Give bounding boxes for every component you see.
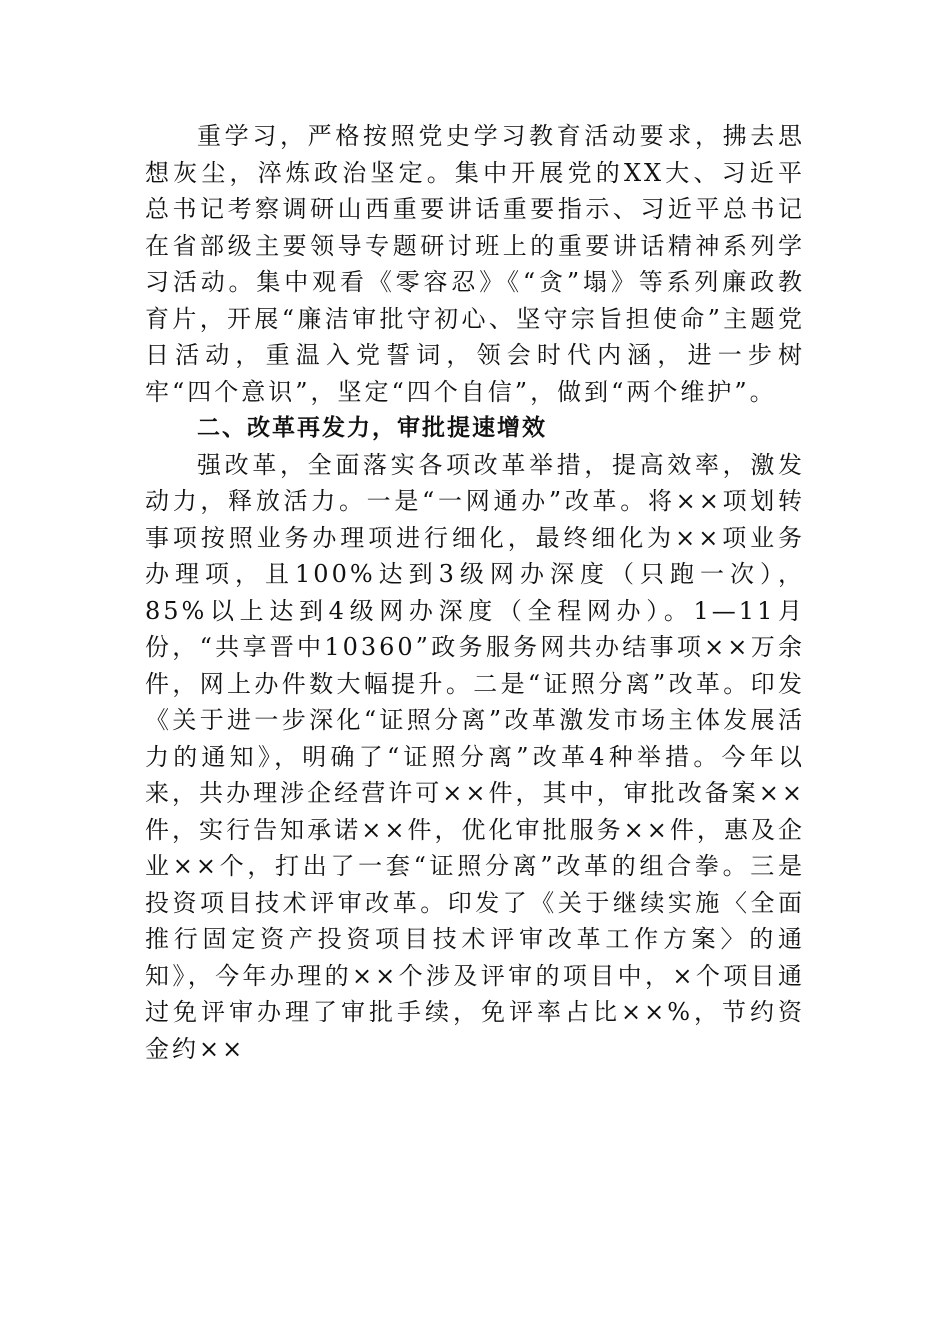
document-page <box>145 118 805 1067</box>
section-heading: 二、改革再发力，审批提速增效 <box>197 415 547 441</box>
body-paragraph: 重学习，严格按照党史学习教育活动要求，拂去思想灰尘，淬炼政治坚定。集中开展党的XX大、习近平总书记考察调研山西重要讲话重要指示、习近平总书记在省部级主要领导专题研讨班上的重要讲话精神系列学习活动。集中观看《零容忍》《“贪”塌》等系列廉政教育片，开展“廉洁审批守初心、坚守宗旨担使命”主题党日活动，重温入党誓词，领会时代内涵，进一步树牢“四个意识”，坚定“四个自信”，做到“两个维护”。 <box>145 122 805 406</box>
body-paragraph: 强改革，全面落实各项改革举措，提高效率，激发动力，释放活力。一是“一网通办”改革。将××项划转事项按照业务办理项进行细化，最终细化为××项业务办理项，且100%达到3级网办深度（只跑一次），85%以上达到4级网办深度（全程网办）。1—11月份，“共享晋中10360”政务服务网共办结事项××万余件，网上办件数大幅提升。二是“证照分离”改革。印发《关于进一步深化“证照分离”改革激发市场主体发展活力的通知》，明确了“证照分离”改革4种举措。今年以来，共办理涉企经营许可××件，其中，审批改备案××件，实行告知承诺××件，优化审批服务××件，惠及企业××个，打出了一套“证照分离”改革的组合拳。三是投资项目技术评审改革。印发了《关于继续实施〈全面推行固定资产投资项目技术评审改革工作方案〉的通知》，今年办理的××个涉及评审的项目中，×个项目通过免评审办理了审批手续，免评率占比××%，节约资金约×× <box>145 450 805 1063</box>
